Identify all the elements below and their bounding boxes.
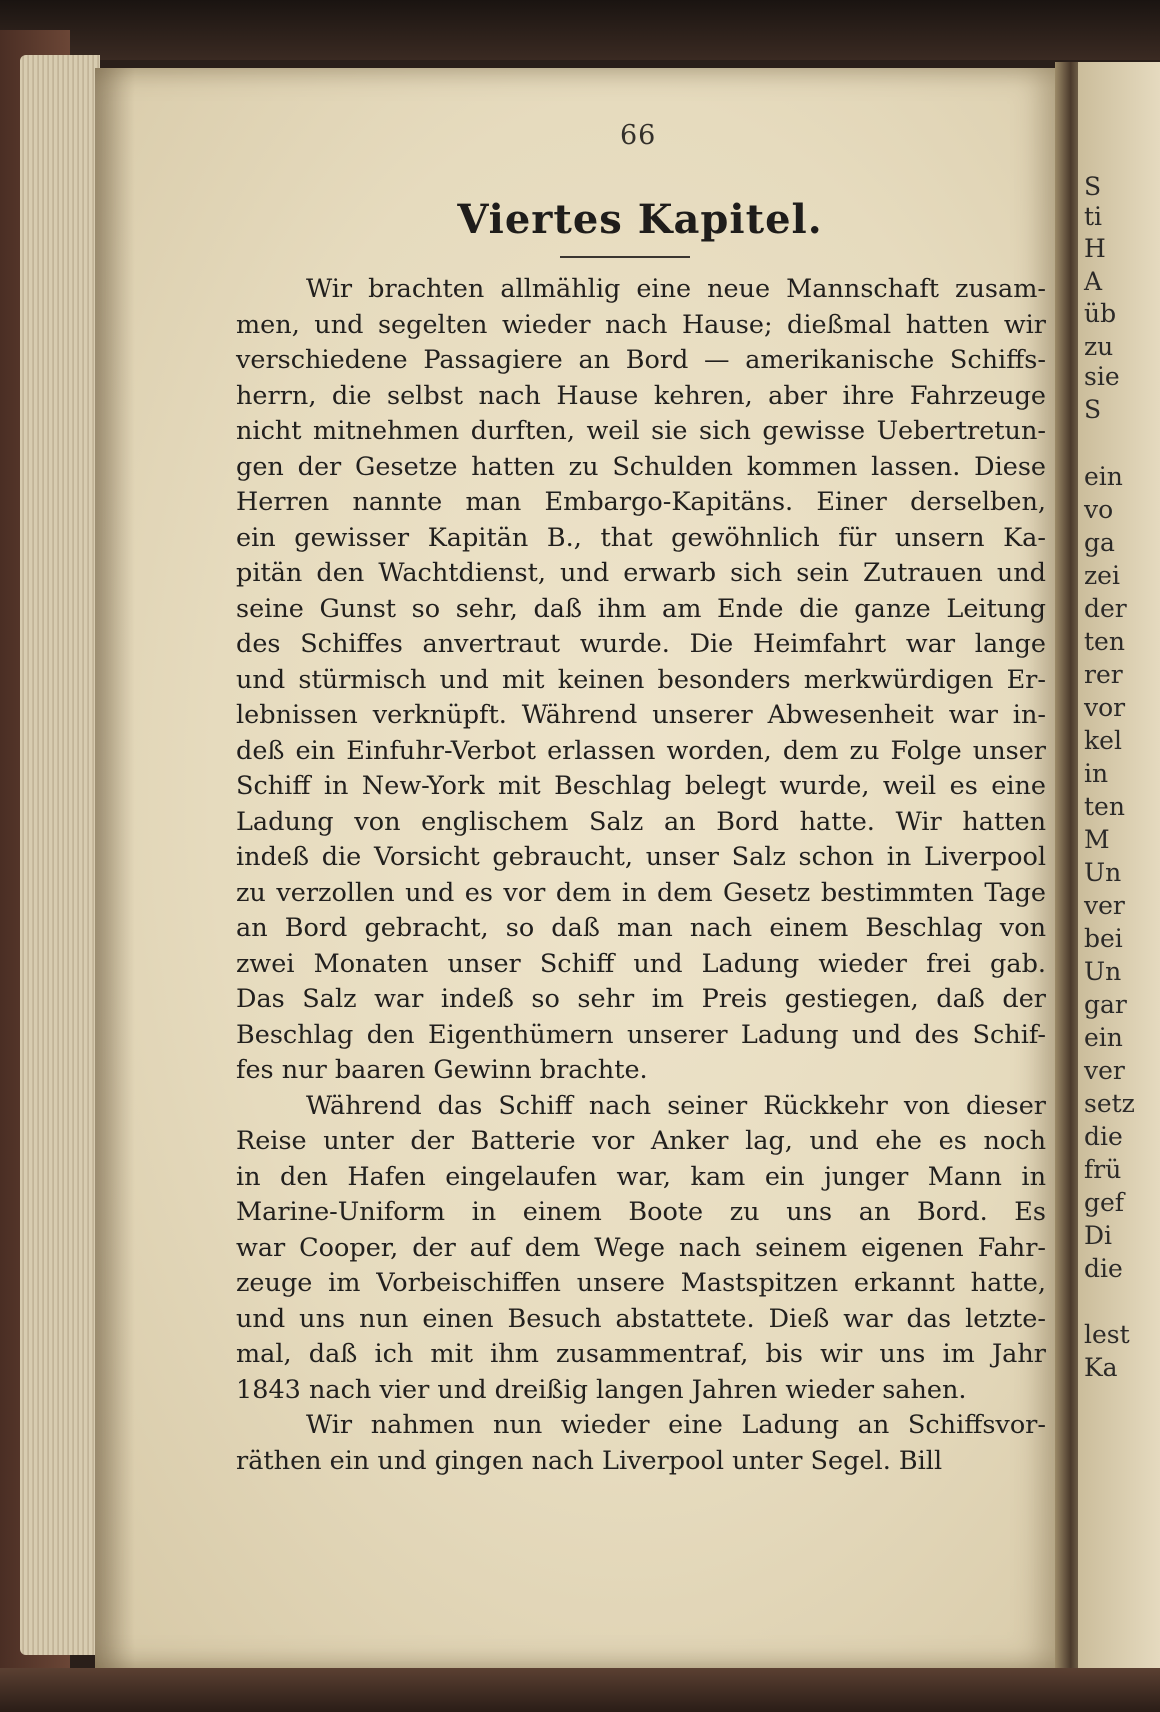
text-line: men, und segelten wieder nach Hause; dießmal hatten wir (236, 309, 1046, 340)
next-page-text-fragment: H (1084, 234, 1106, 263)
next-page-text-fragment: vo (1084, 495, 1114, 524)
next-page-text-fragment: gar (1084, 990, 1127, 1019)
text-line: Wir brachten allmählig eine neue Mannschaft zusam- (306, 274, 1046, 304)
next-page-text-fragment: zei (1084, 561, 1120, 590)
next-page-text-fragment: S (1084, 395, 1102, 424)
chapter-title: Viertes Kapitel. (457, 196, 823, 243)
next-page-text-fragment: der (1084, 594, 1127, 623)
next-page-text-fragment: sie (1084, 362, 1120, 391)
text-line: Herren nannte man Embargo-Kapitäns. Einer derselben, (236, 487, 1046, 517)
text-line: Das Salz war indeß so sehr im Preis gestiegen, daß der (236, 984, 1046, 1014)
next-page-text-fragment: die (1084, 1254, 1123, 1283)
text-line: zwei Monaten unser Schiff und Ladung wieder frei gab. (236, 948, 1046, 979)
page-number: 66 (620, 120, 657, 151)
next-page-text-fragment: vor (1084, 693, 1126, 722)
next-page-text-fragment: ein (1084, 462, 1123, 491)
next-page-text-fragment: lest (1084, 1320, 1130, 1349)
text-line: Reise unter der Batterie vor Anker lag, und ehe es noch (236, 1126, 1046, 1156)
text-line: Während das Schiff nach seiner Rückkehr von dieser (306, 1090, 1046, 1121)
title-divider (560, 256, 690, 258)
text-line: herrn, die selbst nach Hause kehren, aber ihre Fahrzeuge (236, 380, 1046, 411)
text-line: fes nur baaren Gewinn brachte. (236, 1055, 648, 1085)
text-line: zeuge im Vorbeischiffen unsere Mastspitzen erkannt hatte, (236, 1268, 1046, 1298)
text-line: und stürmisch und mit keinen besonders merkwürdigen Er- (236, 664, 1046, 695)
text-line: gen der Gesetze hatten zu Schulden kommen lassen. Diese (236, 451, 1046, 482)
next-page-text-fragment: Ka (1084, 1353, 1118, 1382)
book-bottom-edge (0, 1668, 1160, 1712)
next-page-text-fragment: ten (1084, 792, 1125, 821)
paragraph-1 (236, 272, 1046, 1089)
text-line: deß ein Einfuhr-Verbot erlassen worden, dem zu Folge unser (236, 735, 1046, 766)
next-page-text-fragment: M (1084, 825, 1110, 854)
text-line: ein gewisser Kapitän B., that gewöhnlich für unsern Ka- (236, 522, 1046, 553)
next-page-text-fragment: ga (1084, 528, 1115, 557)
text-line: lebnissen verknüpft. Während unserer Abwesenheit war in- (236, 700, 1046, 730)
next-page-text-fragment: die (1084, 1122, 1123, 1151)
text-line: und uns nun einen Besuch abstattete. Dieß war das letzte- (236, 1303, 1046, 1334)
next-page-text-fragment: üb (1084, 299, 1117, 328)
next-page-text-fragment: Un (1084, 858, 1122, 887)
next-page-text-fragment: zu (1084, 332, 1114, 361)
paragraph-3 (236, 1408, 1046, 1479)
next-page-text-fragment: A (1084, 267, 1103, 296)
next-page-text-fragment: in (1084, 759, 1109, 788)
next-page-text-fragment: S (1084, 172, 1102, 201)
book-cover-top (0, 0, 1160, 60)
next-page-text-fragment: kel (1084, 726, 1122, 755)
next-page-text-fragment: rer (1084, 660, 1123, 689)
next-page-text-fragment: setz (1084, 1089, 1135, 1118)
next-page-text-fragment: frü (1084, 1155, 1122, 1184)
text-line: mal, daß ich mit ihm zusammentraf, bis wir uns im Jahr (236, 1339, 1046, 1369)
text-line: 1843 nach vier und dreißig langen Jahren wieder sahen. (236, 1374, 967, 1405)
next-page-text-fragment: ein (1084, 1023, 1123, 1052)
text-line: zu verzollen und es vor dem in dem Gesetz bestimmten Tage (236, 877, 1046, 908)
next-page-text-fragment: Un (1084, 957, 1122, 986)
text-line: war Cooper, der auf dem Wege nach seinem eigenen Fahr- (236, 1232, 1046, 1263)
text-line: nicht mitnehmen durften, weil sie sich gewisse Uebertretun- (236, 416, 1046, 446)
text-line: Schiff in New-York mit Beschlag belegt wurde, weil es eine (236, 771, 1046, 801)
next-page-text-fragment: ten (1084, 627, 1125, 656)
text-line: pitän den Wachtdienst, und erwarb sich sein Zutrauen und (236, 558, 1046, 588)
page-edges (20, 55, 100, 1655)
paragraph-2 (236, 1089, 1046, 1409)
next-page-text-fragment: ti (1084, 202, 1103, 231)
text-line: verschiedene Passagiere an Bord — amerikanische Schiffs- (236, 345, 1046, 375)
page-shadow (95, 68, 135, 1668)
text-line: seine Gunst so sehr, daß ihm am Ende die ganze Leitung (236, 593, 1046, 624)
text-line: räthen ein und gingen nach Liverpool unter Segel. Bill (236, 1445, 943, 1476)
next-page-text-fragment: Di (1084, 1221, 1113, 1250)
text-line: Ladung von englischem Salz an Bord hatte. Wir hatten (236, 806, 1046, 837)
next-page-text-fragment: gef (1084, 1188, 1125, 1217)
text-line: des Schiffes anvertraut wurde. Die Heimfahrt war lange (236, 629, 1046, 659)
text-line: Marine-Uniform in einem Boote zu uns an Bord. Es (236, 1197, 1046, 1227)
next-page-text-fragment: ver (1084, 1056, 1125, 1085)
text-line: indeß die Vorsicht gebraucht, unser Salz schon in Liverpool (236, 842, 1046, 872)
next-page-text-fragment: ver (1084, 891, 1125, 920)
text-line: in den Hafen eingelaufen war, kam ein junger Mann in (236, 1161, 1046, 1192)
right-page-fragment (1078, 62, 1160, 1672)
body-text (236, 272, 1046, 1479)
text-line: Beschlag den Eigenthümern unserer Ladung und des Schif- (236, 1019, 1046, 1050)
text-line: an Bord gebracht, so daß man nach einem Beschlag von (236, 913, 1046, 943)
next-page-text-fragment: bei (1084, 924, 1123, 953)
text-line: Wir nahmen nun wieder eine Ladung an Schiffsvor- (306, 1410, 1046, 1440)
